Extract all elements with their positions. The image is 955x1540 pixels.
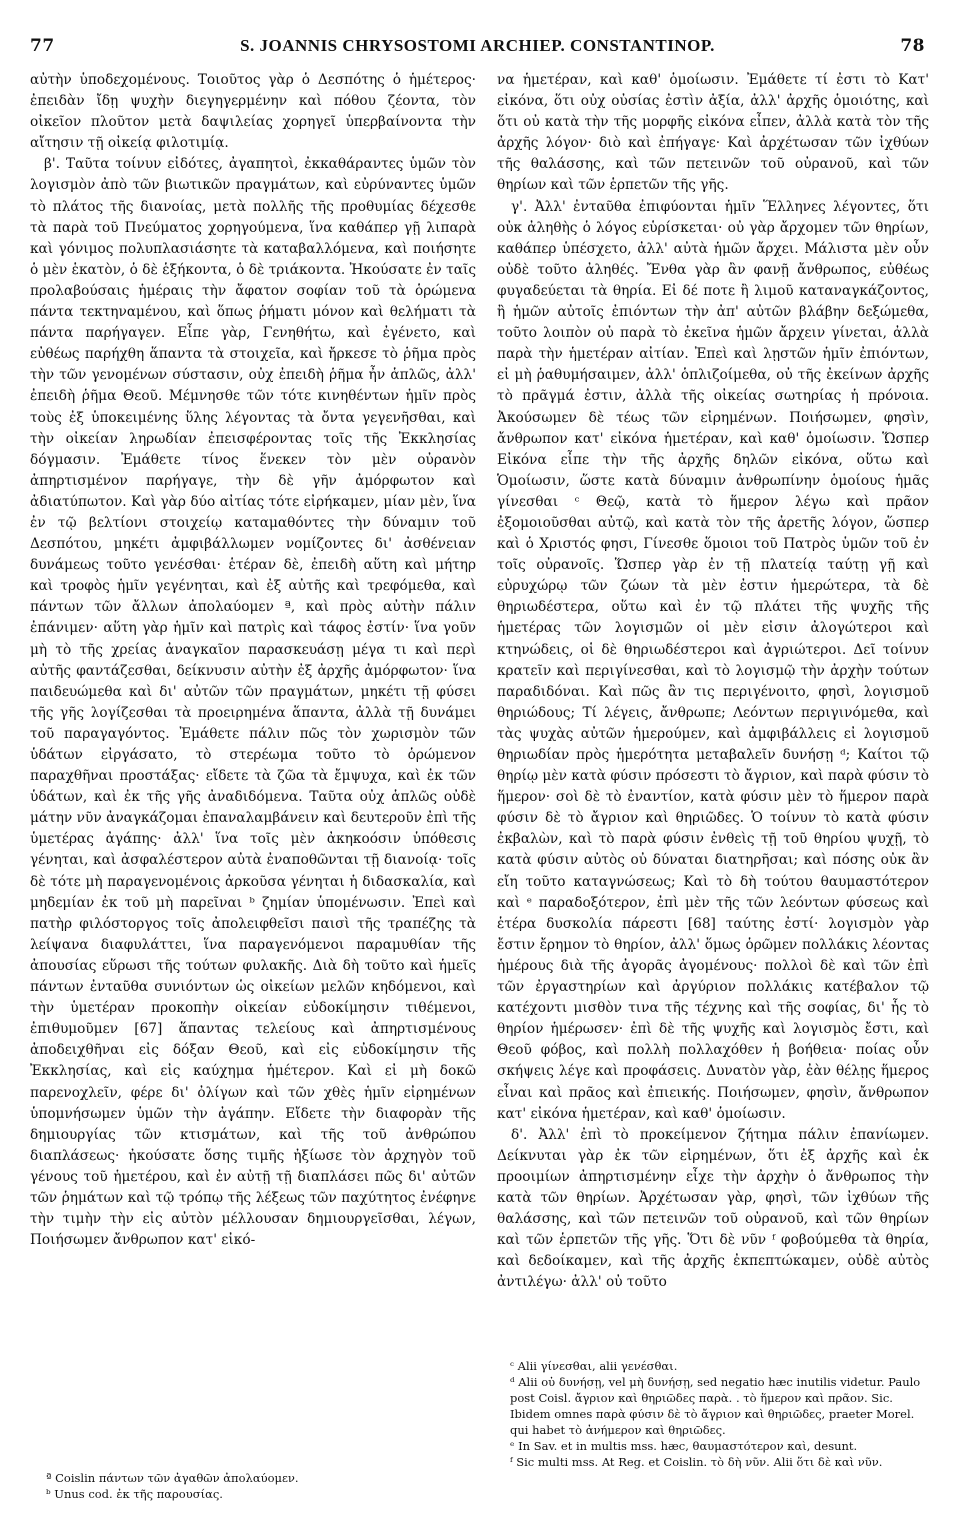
page-number-left: 77: [30, 36, 55, 56]
right-paragraph-section-4: δ'. Ἀλλ' ἐπὶ τὸ προκείμενον ζήτημα πάλιν ἐπανίωμεν. Δείκνυται γὰρ ἐκ τῶν εἰρημένων, ὅτι ἐξ ἀρχῆς καὶ ἐκ προοιμίων ἀπηρτισμένην εἶχε τὴν ἀρχὴν ὁ ἄνθρωπος τὴν κατὰ τῶν θηρίων. Ἀρχέτωσαν γὰρ, φησὶ, τῶν ἰχθύων τῆς θαλάσσης, καὶ τῶν πετεινῶν τοῦ οὐρανοῦ, καὶ τῶν θηρίων καὶ τῶν ἑρπετῶν τῆς γῆς. Ὅτι δὲ νῦν ᶠ φοβούμεθα τὰ θηρία, καὶ δεδοίκαμεν, καὶ τῆς ἀρχῆς ἐκπεπτώκαμεν, οὐδὲ αὐτὸς ἀντιλέγω· ἀλλ' οὐ τοῦτο: [497, 1126, 929, 1291]
left-paragraph-1: αὐτὴν ὑποδεχομένους. Τοιοῦτος γὰρ ὁ Δεσπότης ὁ ἡμέτερος· ἐπειδὰν ἴδῃ ψυχὴν διεγηγερμένην καὶ πόθου ζέοντα, τὸν οἰκεῖον πλοῦτον μετὰ δαψιλείας χορηγεῖ ὑπερβαίνοντα τὴν αἴτησιν τῇ οἰκείᾳ φιλοτιμίᾳ.: [30, 72, 476, 152]
right-paragraph-1: να ἡμετέραν, καὶ καθ' ὁμοίωσιν. Ἐμάθετε τί ἐστι τὸ Κατ' εἰκόνα, ὅτι οὐχ οὐσίας ἐστὶν ἀξία, ἀλλ' ἀρχῆς ὁμοιότης, καὶ ὅτι οὐ κατὰ τὴν τῆς μορφῆς εἰκόνα εἶπεν, ἀλλὰ κατὰ τὸν τῆς ἀρχῆς λόγον· διὸ καὶ ἐπήγαγε· Καὶ ἀρχέτωσαν τῶν ἰχθύων τῆς θαλάσσης, καὶ τῶν πετεινῶν τοῦ οὐρανοῦ, καὶ τῶν θηρίων καὶ τῶν ἑρπετῶν τῆς γῆς.: [497, 72, 929, 194]
footnote-e: ᵉ In Sav. et in multis mss. hæc, θαυμαστότερον καὶ, desunt.: [510, 1439, 858, 1453]
footnote-a: ª Coislin πάντων τῶν ἀγαθῶν ἀπολαύομεν.: [46, 1471, 299, 1485]
footnote-d: ᵈ Alii οὐ δυνήσῃ, vel μὴ δυνήσῃ, sed negatio hæc inutilis videtur. Paulo post Coisl. ἄγριον καὶ θηριῶδες παρὰ. . τὸ ἥμερον καὶ πρᾶον. Sic. Ibidem omnes παρὰ φύσιν δὲ τὸ ἄγριον καὶ θηριῶδες, praeter Morel. qui habet τὸ ἀνήμερον καὶ θηριῶδες.: [510, 1375, 921, 1437]
running-header: [30, 36, 925, 62]
left-column: [30, 70, 476, 1251]
footnote-c: ᶜ Alii γίνεσθαι, alii γενέσθαι.: [510, 1359, 678, 1373]
page-number-right: 78: [900, 36, 925, 56]
right-paragraph-section-3: γ'. Ἀλλ' ἐνταῦθα ἐπιφύονται ἡμῖν Ἕλληνες λέγοντες, ὅτι οὐκ ἀληθὴς ὁ λόγος εὑρίσκεται· οὐ γὰρ ἄρχομεν τῶν θηρίων, καθάπερ ὑπέσχετο, ἀλλ' αὐτὰ ἡμῶν ἄρχει. Μάλιστα μὲν οὖν οὐδὲ τοῦτο ἀληθές. Ἔνθα γὰρ ἂν φανῇ ἄνθρωπος, εὐθέως φυγαδεύεται τὰ θηρία. Εἰ δέ ποτε ἢ λιμοῦ καταναγκάζοντος, ἢ ἡμῶν αὐτοῖς ἐπιόντων τὴν ἀπ' αὐτῶν βλάβην δεξώμεθα, τοῦτο λοιπὸν οὐ παρὰ τὸ ἐκεῖνα ἡμῶν ἄρχειν γίνεται, ἀλλὰ παρὰ τὴν ἡμετέραν αἰτίαν. Ἐπεὶ καὶ λῃστῶν ἡμῖν ἐπιόντων, εἰ μὴ ῥαθυμήσαιμεν, ἀλλ' ὁπλιζοίμεθα, οὐ τῆς ἐκείνων ἀρχῆς τὸ πρᾶγμά ἐστιν, ἀλλὰ τῆς οἰκείας σωτηρίας ἡ πρόνοια. Ἀκούσωμεν δὲ τέως τῶν εἰρημένων. Ποιήσωμεν, φησὶν, ἄνθρωπον κατ' εἰκόνα ἡμετέραν, καὶ καθ' ὁμοίωσιν. Ὥσπερ Εἰκόνα εἶπε τὴν τῆς ἀρχῆς δηλῶν εἰκόνα, οὕτω καὶ Ὁμοίωσιν, ὥστε κατὰ δύναμιν ἀνθρωπίνην ὁμοίους ἡμᾶς γίνεσθαι ᶜ Θεῷ, κατὰ τὸ ἥμερον λέγω καὶ πρᾶον ἐξομοιοῦσθαι αὐτῷ, καὶ κατὰ τὸν τῆς ἀρετῆς λόγον, ὥσπερ καὶ ὁ Χριστός φησι, Γίνεσθε ὅμοιοι τοῦ Πατρὸς ὑμῶν τοῦ ἐν τοῖς οὐρανοῖς. Ὥσπερ γὰρ ἐν τῇ πλατείᾳ ταύτῃ γῇ καὶ εὐρυχώρῳ τῶν ζώων τὰ μὲν ἐστιν ἡμερώτερα, τὰ δὲ θηριωδέστερα, οὕτω καὶ ἐν τῷ πλάτει τῆς ψυχῆς τῆς ἡμετέρας τῶν λογισμῶν οἱ μὲν εἰσιν ἀλογώτεροι καὶ κτηνώδεις, οἱ δὲ θηριωδέστεροι καὶ ἀγριώτεροι. Δεῖ τοίνυν κρατεῖν καὶ περιγίνεσθαι, καὶ τὸ λογισμῷ τὴν ἀρχὴν τούτων παραδιδόναι. Καὶ πῶς ἂν τις περιγένοιτο, φησὶ, λογισμοῦ θηριώδους; Τί λέγεις, ἄνθρωπε; Λεόντων περιγινόμεθα, καὶ τὰς ψυχὰς αὐτῶν ἡμερούμεν, καὶ ἀμφιβάλλεις εἰ λογισμοῦ θηριωδίαν πρὸς ἡμερότητα μεταβαλεῖν δυνήσῃ ᵈ; Καίτοι τῷ θηρίῳ μὲν κατὰ φύσιν πρόσεστι τὸ ἄγριον, καὶ παρὰ φύσιν τὸ ἥμερον· σοὶ δὲ τὸ ἐναντίον, κατὰ φύσιν μὲν τὸ ἥμερον παρὰ φύσιν δὲ τὸ ἄγριον καὶ θηριῶδες. Ὁ τοίνυν τὸ κατὰ φύσιν ἐκβαλὼν, καὶ τὸ παρὰ φύσιν ἐνθεὶς τῇ τοῦ θηρίου ψυχῇ, τὸ κατὰ φύσιν αὐτὸς οὐ δύναται διατηρῆσαι; καὶ πόσης οὐκ ἂν εἴη τοῦτο καταγνώσεως; Καὶ τὸ δὴ τούτου θαυμαστότερον καὶ ᵉ παραδοξότερον, ἐπὶ μὲν τῆς τῶν λεόντων φύσεως καὶ ἑτέρα δυσκολία πάρεστι [68] ταύτης ἐστί· λογισμὸν γὰρ ἔστιν ἔρημον τὸ θηρίον, ἀλλ' ὅμως ὁρῶμεν πολλάκις λέοντας ἡμέρους διὰ τῆς ἀγορᾶς ἀγομένους· πολλοὶ δὲ καὶ τῶν ἐπὶ τῶν ἐργαστηρίων καὶ ἀργύριον πολλάκις κατέβαλον τῷ κατέχοντι μισθὸν τινα τῆς τέχνης καὶ τῆς σοφίας, δι' ἧς τὸ θηρίον ἡμέρωσεν· ἐπὶ δὲ τῆς ψυχῆς καὶ λογισμὸς ἔστι, καὶ Θεοῦ φόβος, καὶ πολλὴ πολλαχόθεν ἡ βοήθεια· ποίας οὖν σκήψεις λέγε καὶ προφάσεις. Δυνατὸν γὰρ, ἐὰν θέλῃς ἥμερος εἶναι καὶ πρᾶος καὶ ἐπιεικής. Ποιήσωμεν, φησὶν, ἄνθρωπον κατ' εἰκόνα ἡμετέραν, καὶ καθ' ὁμοίωσιν.: [497, 198, 929, 1122]
footnotes-right: [510, 1358, 930, 1470]
footnote-b: ᵇ Unus cod. ἐκ τῆς παρουσίας.: [46, 1487, 223, 1501]
running-title: S. JOANNIS CHRYSOSTOMI ARCHIEP. CONSTANTINOP.: [240, 36, 715, 55]
right-column: [497, 70, 929, 1293]
footnotes-left: [46, 1470, 466, 1502]
left-paragraph-section-2: β'. Ταῦτα τοίνυν εἰδότες, ἀγαπητοὶ, ἐκκαθάραντες ὑμῶν τὸν λογισμὸν ἀπὸ τῶν βιωτικῶν πραγμάτων, καὶ εὐρύναντες ὑμῶν τὸ πλάτος τῆς διανοίας, μετὰ πολλῆς τῆς προθυμίας δέχεσθε τὰ παρὰ τοῦ Πνεύματος χορηγούμενα, ἵνα καθάπερ γῇ λιπαρὰ καὶ γόνιμος πολυπλασιάσητε τὰ καταβαλλόμενα, καὶ ποιήσητε ὁ μὲν ἑκατὸν, ὁ δὲ ἑξήκοντα, ὁ δὲ τριάκοντα. Ἠκούσατε ἐν ταῖς προλαβούσαις ἡμέραις τὴν ἄφατον σοφίαν τοῦ τὰ ὁρώμενα πάντα τεκτηναμένου, καὶ ὅπως ῥήματι μόνον καὶ θελήματι τὰ πάντα παρήγαγεν. Εἶπε γὰρ, Γενηθήτω, καὶ ἐγένετο, καὶ εὐθέως παρήχθη ἅπαντα τὰ στοιχεῖα, καὶ ἤρκεσε τὸ ῥῆμα πρὸς τὴν τῶν γενομένων σύστασιν, οὐχ ἐπειδὴ ῥῆμα ἦν ἁπλῶς, ἀλλ' ἐπειδὴ ῥῆμα Θεοῦ. Μέμνησθε τῶν τότε κινηθέντων ἡμῖν πρὸς τοὺς ἐξ ὑποκειμένης ὕλης λέγοντας τὰ ὄντα γεγενῆσθαι, καὶ τὴν οἰκείαν ληρωδίαν ἐπεισφέροντας τοῖς τῆς Ἐκκλησίας δόγμασιν. Ἐμάθετε τίνος ἕνεκεν τὸν μὲν οὐρανὸν ἀπηρτισμένον παρήγαγε, τὴν δὲ γῆν ἀμόρφωτον καὶ ἀδιατύπωτον. Καὶ γὰρ δύο αἰτίας τότε εἰρήκαμεν, μίαν μὲν, ἵνα ἐν τῷ βελτίονι στοιχείῳ καταμαθόντες τὴν δύναμιν τοῦ Δεσπότου, μηκέτι ἀμφιβάλλωμεν νομίζοντες δι' ἀσθένειαν δυνάμεως τοῦτο γενέσθαι· ἑτέραν δὲ, ἐπειδὴ αὕτη καὶ μήτηρ καὶ τροφὸς ἡμῖν γεγένηται, καὶ ἐξ αὐτῆς καὶ τρεφόμεθα, καὶ πάντων τῶν ἄλλων ἀπολαύομεν ª, καὶ πρὸς αὐτὴν πάλιν ἐπάνιμεν· αὕτη γὰρ ἡμῖν καὶ πατρὶς καὶ τάφος ἐστίν· ἵνα γοῦν μὴ τὸ τῆς χρείας ἀναγκαῖον παρασκευάσῃ μέγα τι καὶ περὶ αὐτῆς φαντάζεσθαι, δείκνυσιν αὐτὴν ἐξ ἀρχῆς ἀμόρφωτον· ἵνα παιδευώμεθα καὶ δι' αὐτῶν τῶν πραγμάτων, μηκέτι τῇ φύσει τῆς γῆς λογίζεσθαι τὰ προειρημένα ἅπαντα, ἀλλὰ τῇ δυνάμει τοῦ παραγαγόντος. Ἐμάθετε πάλιν πῶς τὸν χωρισμὸν τῶν ὑδάτων εἰργάσατο, τὸ στερέωμα τοῦτο τὸ ὁρώμενον παραχθῆναι προστάξας· εἴδετε τὰ ζῶα τὰ ἔμψυχα, καὶ ἐκ τῶν ὑδάτων, καὶ ἐκ τῆς γῆς ἀναδιδόμενα. Ταῦτα οὐχ ἁπλῶς οὐδὲ μάτην νῦν ἀναγκάζομαι ἐπαναλαμβάνειν καὶ δευτεροῦν ἐπὶ τῆς ὑμετέρας ἀγάπης· ἀλλ' ἵνα τοῖς μὲν ἀκηκοόσιν ὑπόθεσις γένηται, καὶ ἀσφαλέστερον αὐτὰ ἐναποθῶνται τῇ διανοίᾳ· τοῖς δὲ τότε μὴ παραγενομένοις ἀρκοῦσα γένηται ἡ διδασκαλία, καὶ μηδεμίαν ἐκ τοῦ μὴ παρεῖναι ᵇ ζημίαν ὑπομένωσιν. Ἐπεὶ καὶ πατὴρ φιλόστοργος τοῖς ἀπολειφθεῖσι παισὶ τῆς τραπέζης τὰ λείψανα διαφυλάττει, ἵνα παραγενόμενοι παραμυθίαν τῆς ἀπουσίας εὕρωσι τῆς τούτων φυλακῆς. Διὰ δὴ τοῦτο καὶ ἡμεῖς πάντων ἐνταῦθα συνιόντων ὡς οἰκείων μελῶν κηδόμενοι, καὶ τὴν ὑμετέραν προκοπὴν οἰκείαν εὐδοκίμησιν τιθέμενοι, ἐπιθυμοῦμεν [67] ἅπαντας τελείους καὶ ἀπηρτισμένους ἀποδειχθῆναι εἰς δόξαν Θεοῦ, καὶ εἰς εὐδοκίμησιν τῆς Ἐκκλησίας, καὶ εἰς καύχημα ἡμέτερον. Καὶ εἰ μὴ δοκῶ παρενοχλεῖν, φέρε δι' ὀλίγων καὶ τῶν χθὲς ἡμῖν εἰρημένων ὑπομνήσωμεν ὑμῶν τὴν ἀγάπην. Εἴδετε τὴν διαφορὰν τῆς δημιουργίας τῶν κτισμάτων, καὶ τῆς τοῦ ἀνθρώπου διαπλάσεως· ἠκούσατε ὅσης τιμῆς ἠξίωσε τὸν ἀρχηγὸν τοῦ γένους τοῦ ἡμετέρου, καὶ ἐν αὐτῇ τῇ διαπλάσει πῶς δι' αὐτῶν τῶν ῥημάτων καὶ τῷ τρόπῳ τῆς λέξεως τῶν παχύτητος ἐνέφηνε τὴν τιμὴν τὴν εἰς αὐτὸν μέλλουσαν δημιουργεῖσθαι, λέγων, Ποιήσωμεν ἄνθρωπον κατ' εἰκό-: [30, 156, 476, 1249]
footnote-f: ᶠ Sic multi mss. At Reg. et Coislin. τὸ δὴ νῦν. Alii ὅτι δὲ καὶ νῦν.: [510, 1455, 883, 1469]
